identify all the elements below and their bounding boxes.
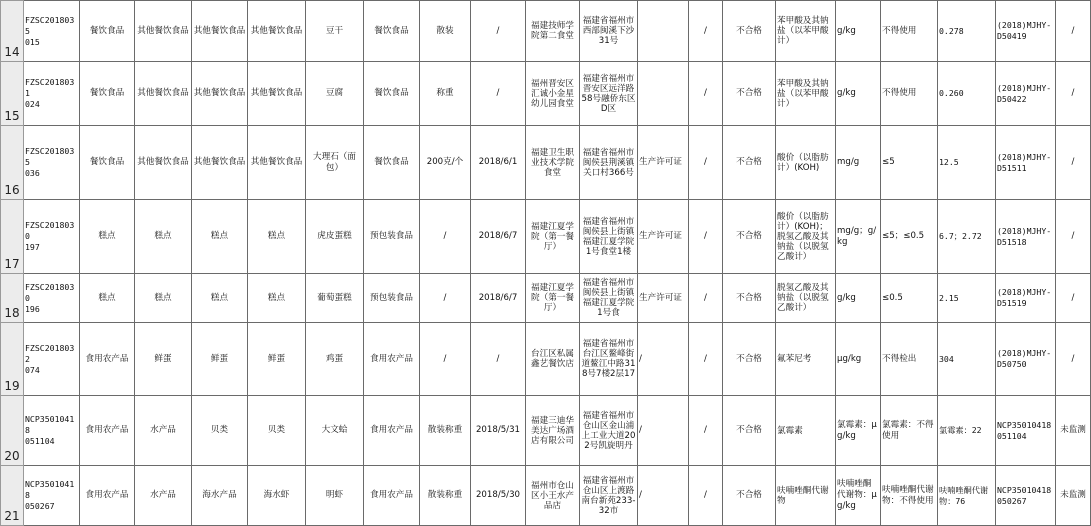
unit-of-measure-cell[interactable]: g/kg — [836, 1, 881, 62]
measured-value-cell[interactable]: 0.278 — [938, 1, 996, 62]
measured-value-cell[interactable]: 呋喃唑酮代谢物：76 — [938, 466, 996, 526]
food-detail-cell[interactable]: 其他餐饮食品 — [248, 62, 306, 126]
food-type-cell[interactable]: 其他餐饮食品 — [192, 1, 248, 62]
sample-name-cell[interactable]: 大理石（面包） — [306, 126, 364, 200]
sample-name-cell[interactable]: 葡萄蛋糕 — [306, 274, 364, 323]
production-date-cell[interactable]: / — [471, 1, 526, 62]
food-detail-cell[interactable]: 糕点 — [248, 274, 306, 323]
standard-value-cell[interactable]: 氯霉素：不得使用 — [881, 396, 938, 466]
production-date-cell[interactable]: 2018/6/1 — [471, 126, 526, 200]
license-cell[interactable]: 生产许可证 — [638, 274, 689, 323]
unit-address-cell[interactable]: 福建省福州市台江区鳌峰街道鳌江中路318号7楼2层17 — [580, 323, 638, 396]
row-number[interactable]: 16 — [1, 126, 24, 200]
sampled-unit-cell[interactable]: 福建江夏学院（第一餐厅） — [526, 200, 580, 274]
measured-value-cell[interactable]: 12.5 — [938, 126, 996, 200]
sample-code-cell[interactable]: FZSC2018031 024 — [24, 62, 80, 126]
license-cell[interactable]: / — [638, 323, 689, 396]
license-cell[interactable]: 生产许可证 — [638, 200, 689, 274]
result-cell[interactable]: 不合格 — [723, 126, 776, 200]
sample-code-cell[interactable]: FZSC2018035 015 — [24, 1, 80, 62]
failed-item-cell[interactable]: 苯甲酸及其钠盐（以苯甲酸计） — [776, 62, 836, 126]
standard-value-cell[interactable]: 不得使用 — [881, 62, 938, 126]
result-cell[interactable]: 不合格 — [723, 62, 776, 126]
food-detail-cell[interactable]: 贝类 — [248, 396, 306, 466]
sampled-unit-cell[interactable]: 福建技师学院第二食堂 — [526, 1, 580, 62]
sample-name-cell[interactable]: 豆干 — [306, 1, 364, 62]
food-detail-cell[interactable]: 鲜蛋 — [248, 323, 306, 396]
result-cell[interactable]: 不合格 — [723, 1, 776, 62]
food-category-cell[interactable]: 餐饮食品 — [80, 126, 135, 200]
result-cell[interactable]: 不合格 — [723, 274, 776, 323]
production-date-cell[interactable]: / — [471, 62, 526, 126]
unit-of-measure-cell[interactable]: mg/g — [836, 126, 881, 200]
report-number-cell[interactable]: (2018)MJHY-D50419 — [996, 1, 1056, 62]
food-subcategory-cell[interactable]: 其他餐饮食品 — [135, 1, 192, 62]
unit-address-cell[interactable]: 福建省福州市闽侯县荆溪镇关口村366号 — [580, 126, 638, 200]
license-cell[interactable] — [638, 62, 689, 126]
food-category-cell[interactable]: 餐饮食品 — [80, 62, 135, 126]
sampled-unit-cell[interactable]: 福州晋安区汇诚小金星幼儿园食堂 — [526, 62, 580, 126]
manufacturer-cell[interactable]: / — [689, 396, 723, 466]
sampled-unit-cell[interactable]: 台江区私属鑫艺餐饮店 — [526, 323, 580, 396]
table-row — [1, 1, 1091, 62]
food-subcategory-cell[interactable]: 糕点 — [135, 200, 192, 274]
food-category-cell[interactable]: 糕点 — [80, 274, 135, 323]
food-category-cell[interactable]: 餐饮食品 — [80, 1, 135, 62]
sample-type-cell[interactable]: 餐饮食品 — [364, 126, 420, 200]
sample-code-cell[interactable]: FZSC2018030 196 — [24, 274, 80, 323]
remark-cell[interactable]: 未监测 — [1056, 396, 1091, 466]
report-number-cell[interactable]: NCP35010418 050267 — [996, 466, 1056, 526]
food-subcategory-cell[interactable]: 鲜蛋 — [135, 323, 192, 396]
food-category-cell[interactable]: 食用农产品 — [80, 466, 135, 526]
food-category-cell[interactable]: 糕点 — [80, 200, 135, 274]
food-subcategory-cell[interactable]: 其他餐饮食品 — [135, 62, 192, 126]
food-subcategory-cell[interactable]: 其他餐饮食品 — [135, 126, 192, 200]
row-number[interactable]: 19 — [1, 323, 24, 396]
license-cell[interactable]: 生产许可证 — [638, 126, 689, 200]
food-subcategory-cell[interactable]: 糕点 — [135, 274, 192, 323]
result-cell[interactable]: 不合格 — [723, 396, 776, 466]
failed-item-cell[interactable]: 呋喃唑酮代谢物 — [776, 466, 836, 526]
failed-item-cell[interactable]: 酸价（以脂肪计）(KOH) — [776, 126, 836, 200]
standard-value-cell[interactable]: ≤0.5 — [881, 274, 938, 323]
production-date-cell[interactable]: 2018/5/31 — [471, 396, 526, 466]
table-row — [1, 200, 1091, 274]
measured-value-cell[interactable]: 6.7；2.72 — [938, 200, 996, 274]
manufacturer-cell[interactable]: / — [689, 62, 723, 126]
unit-address-cell[interactable]: 福建省福州市晋安区远洋路58号融侨东区D区 — [580, 62, 638, 126]
unit-of-measure-cell[interactable]: mg/g；g/kg — [836, 200, 881, 274]
failed-item-cell[interactable]: 氯霉素 — [776, 396, 836, 466]
production-date-cell[interactable]: 2018/6/7 — [471, 274, 526, 323]
result-cell[interactable]: 不合格 — [723, 200, 776, 274]
food-type-cell[interactable]: 贝类 — [192, 396, 248, 466]
sampled-unit-cell[interactable]: 福建江夏学院（第一餐厅） — [526, 274, 580, 323]
food-detail-cell[interactable]: 其他餐饮食品 — [248, 1, 306, 62]
spec-cell[interactable]: 散装称重 — [420, 466, 471, 526]
unit-address-cell[interactable]: 福建省福州市仓山区上渡路南台新苑233-32市 — [580, 466, 638, 526]
spec-cell[interactable]: / — [420, 200, 471, 274]
spec-cell[interactable]: 200克/个 — [420, 126, 471, 200]
spec-cell[interactable]: / — [420, 274, 471, 323]
remark-cell[interactable]: / — [1056, 126, 1091, 200]
license-cell[interactable] — [638, 1, 689, 62]
unit-address-cell[interactable]: 福建省福州市西部闽溪下沙31号 — [580, 1, 638, 62]
sample-code-cell[interactable]: FZSC2018032 074 — [24, 323, 80, 396]
measured-value-cell[interactable]: 0.260 — [938, 62, 996, 126]
unit-address-cell[interactable]: 福建省福州市闽侯县上街镇福建江夏学院1号食堂1楼 — [580, 200, 638, 274]
food-type-cell[interactable]: 鲜蛋 — [192, 323, 248, 396]
row-number[interactable]: 14 — [1, 1, 24, 62]
standard-value-cell[interactable]: 呋喃唑酮代谢物：不得使用 — [881, 466, 938, 526]
manufacturer-cell[interactable]: / — [689, 323, 723, 396]
remark-cell[interactable]: 未监测 — [1056, 466, 1091, 526]
remark-cell[interactable]: / — [1056, 200, 1091, 274]
food-type-cell[interactable]: 其他餐饮食品 — [192, 126, 248, 200]
unit-address-cell[interactable]: 福建省福州市闽侯县上街镇福建江夏学院1号食 — [580, 274, 638, 323]
table-row — [1, 396, 1091, 466]
unit-of-measure-cell[interactable]: 氯霉素：μg/kg — [836, 396, 881, 466]
remark-cell[interactable]: / — [1056, 62, 1091, 126]
remark-cell[interactable]: / — [1056, 274, 1091, 323]
table-row — [1, 274, 1091, 323]
report-number-cell[interactable]: (2018)MJHY-D50422 — [996, 62, 1056, 126]
unit-of-measure-cell[interactable]: μg/kg — [836, 323, 881, 396]
manufacturer-cell[interactable]: / — [689, 466, 723, 526]
manufacturer-cell[interactable]: / — [689, 126, 723, 200]
food-type-cell[interactable]: 其他餐饮食品 — [192, 62, 248, 126]
unit-address-cell[interactable]: 福建省福州市仓山区金山浦上工业大道202号凯旋明丹 — [580, 396, 638, 466]
food-category-cell[interactable]: 食用农产品 — [80, 396, 135, 466]
food-detail-cell[interactable]: 糕点 — [248, 200, 306, 274]
standard-value-cell[interactable]: 不得检出 — [881, 323, 938, 396]
remark-cell[interactable]: / — [1056, 323, 1091, 396]
manufacturer-cell[interactable]: / — [689, 200, 723, 274]
remark-cell[interactable]: / — [1056, 1, 1091, 62]
sample-code-cell[interactable]: FZSC2018030 197 — [24, 200, 80, 274]
report-number-cell[interactable]: (2018)MJHY-D51518 — [996, 200, 1056, 274]
table-row — [1, 323, 1091, 396]
spec-cell[interactable]: 称重 — [420, 62, 471, 126]
license-cell[interactable]: / — [638, 396, 689, 466]
table-row — [1, 466, 1091, 526]
sampled-unit-cell[interactable]: 福建三迪华美达广场酒店有限公司 — [526, 396, 580, 466]
failed-item-cell[interactable]: 苯甲酸及其钠盐（以苯甲酸计） — [776, 1, 836, 62]
food-type-cell[interactable]: 海水产品 — [192, 466, 248, 526]
sample-code-cell[interactable]: NCP35010418 050267 — [24, 466, 80, 526]
production-date-cell[interactable]: 2018/6/7 — [471, 200, 526, 274]
measured-value-cell[interactable]: 氯霉素：22 — [938, 396, 996, 466]
sample-name-cell[interactable]: 大文蛤 — [306, 396, 364, 466]
sample-name-cell[interactable]: 虎皮蛋糕 — [306, 200, 364, 274]
sample-name-cell[interactable]: 豆腐 — [306, 62, 364, 126]
unit-of-measure-cell[interactable]: g/kg — [836, 274, 881, 323]
food-category-cell[interactable]: 食用农产品 — [80, 323, 135, 396]
measured-value-cell[interactable]: 2.15 — [938, 274, 996, 323]
sample-type-cell[interactable]: 食用农产品 — [364, 396, 420, 466]
standard-value-cell[interactable]: ≤5 — [881, 126, 938, 200]
manufacturer-cell[interactable]: / — [689, 274, 723, 323]
food-type-cell[interactable]: 糕点 — [192, 274, 248, 323]
result-cell[interactable]: 不合格 — [723, 323, 776, 396]
sample-type-cell[interactable]: 餐饮食品 — [364, 1, 420, 62]
report-number-cell[interactable]: NCP35010418 051104 — [996, 396, 1056, 466]
sample-type-cell[interactable]: 食用农产品 — [364, 323, 420, 396]
row-number[interactable]: 21 — [1, 466, 24, 526]
production-date-cell[interactable]: / — [471, 323, 526, 396]
sampled-unit-cell[interactable]: 福建卫生职业技术学院食堂 — [526, 126, 580, 200]
spec-cell[interactable]: 散装 — [420, 1, 471, 62]
sample-type-cell[interactable]: 预包装食品 — [364, 274, 420, 323]
row-number[interactable]: 18 — [1, 274, 24, 323]
row-number[interactable]: 20 — [1, 396, 24, 466]
spec-cell[interactable]: 散装称重 — [420, 396, 471, 466]
report-number-cell[interactable]: (2018)MJHY-D51511 — [996, 126, 1056, 200]
unit-of-measure-cell[interactable]: g/kg — [836, 62, 881, 126]
measured-value-cell[interactable]: 304 — [938, 323, 996, 396]
spec-cell[interactable]: / — [420, 323, 471, 396]
food-detail-cell[interactable]: 其他餐饮食品 — [248, 126, 306, 200]
failed-item-cell[interactable]: 脱氢乙酸及其钠盐（以脱氢乙酸计） — [776, 274, 836, 323]
sample-type-cell[interactable]: 食用农产品 — [364, 466, 420, 526]
failed-item-cell[interactable]: 酸价（以脂肪计）(KOH)；脱氢乙酸及其钠盐（以脱氢乙酸计） — [776, 200, 836, 274]
table-row — [1, 126, 1091, 200]
food-subcategory-cell[interactable]: 水产品 — [135, 396, 192, 466]
sample-name-cell[interactable]: 鸡蛋 — [306, 323, 364, 396]
report-number-cell[interactable]: (2018)MJHY-D51519 — [996, 274, 1056, 323]
row-number[interactable]: 17 — [1, 200, 24, 274]
food-subcategory-cell[interactable]: 水产品 — [135, 466, 192, 526]
manufacturer-cell[interactable]: / — [689, 1, 723, 62]
sample-code-cell[interactable]: NCP35010418 051104 — [24, 396, 80, 466]
sample-code-cell[interactable]: FZSC2018035 036 — [24, 126, 80, 200]
food-type-cell[interactable]: 糕点 — [192, 200, 248, 274]
food-detail-cell[interactable]: 海水虾 — [248, 466, 306, 526]
license-cell[interactable]: / — [638, 466, 689, 526]
failed-item-cell[interactable]: 氟苯尼考 — [776, 323, 836, 396]
result-cell[interactable]: 不合格 — [723, 466, 776, 526]
sample-name-cell[interactable]: 明虾 — [306, 466, 364, 526]
table-row — [1, 62, 1091, 126]
sampled-unit-cell[interactable]: 福州市仓山区小王水产品店 — [526, 466, 580, 526]
standard-value-cell[interactable]: 不得使用 — [881, 1, 938, 62]
sample-type-cell[interactable]: 预包装食品 — [364, 200, 420, 274]
sample-type-cell[interactable]: 餐饮食品 — [364, 62, 420, 126]
standard-value-cell[interactable]: ≤5；≤0.5 — [881, 200, 938, 274]
production-date-cell[interactable]: 2018/5/30 — [471, 466, 526, 526]
unit-of-measure-cell[interactable]: 呋喃唑酮代谢物：μg/kg — [836, 466, 881, 526]
report-number-cell[interactable]: (2018)MJHY-D50750 — [996, 323, 1056, 396]
row-number[interactable]: 15 — [1, 62, 24, 126]
